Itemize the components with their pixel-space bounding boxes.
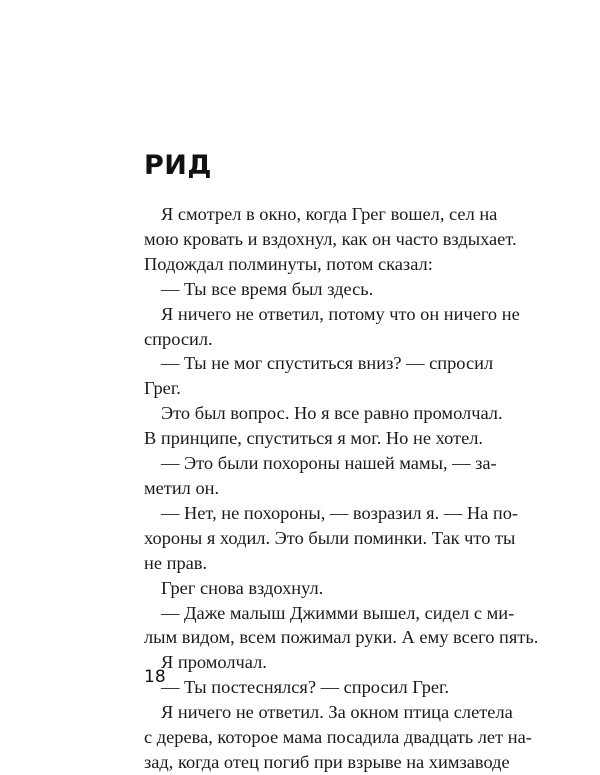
paragraph [144,675,490,700]
text-line: метил он. [144,477,220,498]
paragraph [144,601,539,651]
text-line: хороны я ходил. Это были поминки. Так что ты [144,527,516,548]
text-line: Подождал полминуты, потом сказал: [144,253,433,274]
paragraph [144,650,490,675]
page-number: 18 [144,667,166,687]
text-line: — Ты не мог спуститься вниз? — спросил [161,353,494,374]
text-line: спросил. [144,328,213,349]
paragraph [144,277,490,302]
paragraph [144,351,494,401]
text-line: — Нет, не похороны, — возразил я. — На по- [161,502,519,523]
text-line: Я смотрел в окно, когда Грег вошел, сел на [161,204,498,224]
text-line: В принципе, спуститься я мог. Но не хотел. [144,428,484,449]
text-line: Я ничего не ответил. За окном птица слетела [161,702,513,723]
text-line: Это был вопрос. Но я все равно промолчал. [161,403,503,424]
paragraph [144,501,519,576]
text-line: лым видом, всем пожимал руки. А ему всего пять. [144,627,539,648]
text-line: — Ты постеснялся? — спросил Грег. [161,677,450,698]
text-line: — Это были похороны нашей мамы, — за- [161,453,497,474]
paragraph [144,576,490,601]
text-line: — Ты все время был здесь. [161,278,374,299]
paragraph [144,401,503,451]
chapter-title: РИД [144,150,212,181]
text-line: мою кровать и вздохнул, как он часто вздыхает. [144,228,517,249]
text-line: Я ничего не ответил, потому что он ничего не [161,303,520,324]
text-line: с дерева, которое мама посадила двадцать лет на- [144,727,532,748]
paragraph [144,451,497,501]
text-line: Грег снова вздохнул. [161,577,324,598]
text-line: не прав. [144,552,208,573]
paragraph [144,302,520,352]
paragraph [144,700,532,775]
text-line: — Даже малыш Джимми вышел, сидел с ми- [161,602,515,623]
text-line: зад, когда отец погиб при взрыве на химзаводе [144,751,510,772]
paragraph [144,202,517,277]
chapter-body [144,202,539,775]
text-line: Я промолчал. [161,652,267,673]
text-line: Грег. [144,378,181,399]
